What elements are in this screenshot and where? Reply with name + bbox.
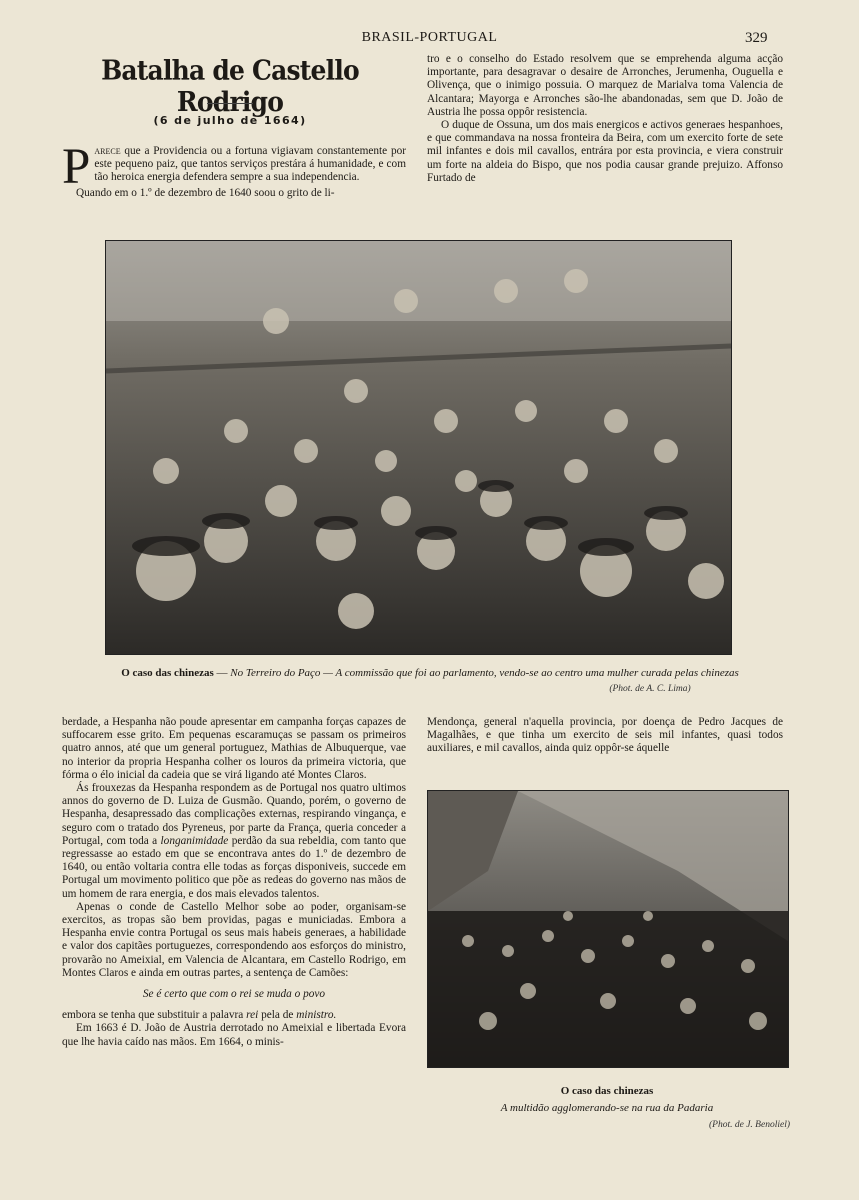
- article-title: Batalha de Castello Rodrigo: [101, 54, 359, 118]
- running-header: BRASIL-PORTUGAL: [361, 30, 498, 45]
- paragraph-right-3: Mendonça, general n'aquella provincia, por doença de Pedro Jacques de Magalhães, e que tinha um exercito de seis mil infantes, quasi todos auxiliares, e mil cavallos, ainda quiz oppôr-se áquelle: [427, 716, 783, 755]
- verse-quote: Se é certo que com o rei se muda o povo: [142, 988, 326, 1001]
- paragraph-2: Quando em o 1.º de dezembro de 1640 soou o grito de li-: [76, 187, 335, 199]
- photo-2-caption: [427, 1102, 787, 1114]
- paragraph-4: [62, 782, 406, 901]
- photo-1-caption-title: O caso das chinezas: [121, 667, 214, 679]
- paragraph-right-2: O duque de Ossuna, um dos mais energicos e activos generaes hespanhoes, e que commandava na nossa fronteira da Beira, com um exercito forte de sete mil infantes e dois mil cavallos, entrára por esta provincia, e viera construir um forte na aldeia do Bispo, que nos podia causar grande prejuizo. Affonso Furtado de: [427, 119, 783, 184]
- paragraph-6-word-rei: rei: [246, 1009, 259, 1022]
- left-column-bottom: [62, 716, 406, 1049]
- photo-2-credit: (Phot. de J. Benoliel): [709, 1120, 790, 1130]
- photo-1-caption-text: No Terreiro do Paço — A commissão que foi ao parlamento, vendo-se ao centro uma mulher curada pelas chinezas: [230, 667, 739, 679]
- right-column-bottom: [427, 716, 783, 756]
- paragraph-6b: pela de: [261, 1009, 294, 1022]
- photo-2-caption-bold: O caso das chinezas: [560, 1085, 654, 1097]
- paragraph-5: Apenas o conde de Castello Melhor sobe ao poder, organisam-se exercitos, as tropas são bem providas, pagas e municiadas. Embora a Hespanha envie contra Portugal os seus mais habeis generaes, a habilidade e valor dos capitães portuguezes, correspondendo aos esforços do ministro, provarão no Ameixial, em Valencia de Alcantara, em Castello Rodrigo, em Montes Claros e ainda em outras partes, a sentença de Camões:: [62, 900, 406, 979]
- title-divider: [207, 103, 253, 104]
- paragraph-1: que a Providencia ou a fortuna vigiavam constantemente por este pequeno paiz, que tantos serviços prestára á humanidade, e com tão heroica energia defendera sempre a sua independencia.: [94, 145, 407, 184]
- article-date: (6 de julho de 1664): [153, 114, 307, 127]
- photo-1-caption-dash: —: [216, 667, 228, 679]
- paragraph-4b: perdão da sua rebeldia, com tanto que regressasse ao estado em que se encontrava antes do 1.º de dezembro de 1640, ou então voltaria contra elle todas as forças disponiveis, succede em Portugal um movimento politico que põe as redeas do governo nas mãos de um homem de rara energia, e dos mais elevados talentos.: [62, 834, 406, 900]
- right-column-top: [427, 53, 783, 185]
- left-column-top: [62, 139, 407, 200]
- opening-smallcaps: arece: [94, 145, 121, 157]
- photo-crowd-rua-padaria: [427, 790, 789, 1068]
- paragraph-6: [62, 1009, 406, 1022]
- paragraph-6-word-ministro: ministro.: [296, 1009, 337, 1022]
- paragraph-right-1: tro e o conselho do Estado resolvem que se emprehenda alguma acção importante, para desagravar o desaire de Arronches, Jerumenha, Ouguella e Olivença, que o inimigo possuia. O marquez de Marialva toma Valencia de Alcantara; Mayorga e Arronches são-lhe abandonadas, sem que D. João de Austria lhe possa oppôr resistencia.: [427, 53, 783, 118]
- photo-1-credit: (Phot. de A. C. Lima): [609, 684, 691, 694]
- photo-2-caption-title: [427, 1085, 787, 1097]
- photo-1-caption: [40, 667, 820, 679]
- drop-cap: P: [62, 139, 91, 195]
- paragraph-4-italic: longanimidade: [160, 834, 229, 847]
- paragraph-4a: Ás frouxezas da Hespanha respondem as de Portugal nos quatro ultimos annos do governo de D. Luiza de Gusmão. Quando, porém, o governo de Hespanha, desapressado das complicações externas, respirando vingança, e seguro com o tratado dos Pyreneus, por parte da França, queria conceder a Portugal, com toda a: [62, 782, 406, 847]
- photo-2-caption-text: A multidão agglomerando-se na rua da Padaria: [500, 1102, 714, 1114]
- street-photo-graphic: [428, 791, 788, 1067]
- paragraph-7: Em 1663 é D. João de Austria derrotado no Ameixial e libertada Evora que lhe havia caído nas mãos. Em 1664, o minis-: [62, 1022, 406, 1048]
- crowd-photo-graphic: [106, 241, 731, 654]
- paragraph-3: berdade, a Hespanha não poude apresentar em campanha forças capazes de suffocarem esse grito. Em pequenas escaramuças se passam os primeiros quatro annos, até que um general portuguez, Mathias de Albuquerque, vae no interior da propria Hespanha colher os louros da primeira victoria, que fórma o élo inicial da cadeia que se virá ligando até Montes Claros.: [62, 716, 406, 781]
- page-number: 329: [745, 30, 768, 46]
- paragraph-6a: embora se tenha que substituir a palavra: [62, 1009, 244, 1022]
- photo-crowd-terreiro: [105, 240, 732, 655]
